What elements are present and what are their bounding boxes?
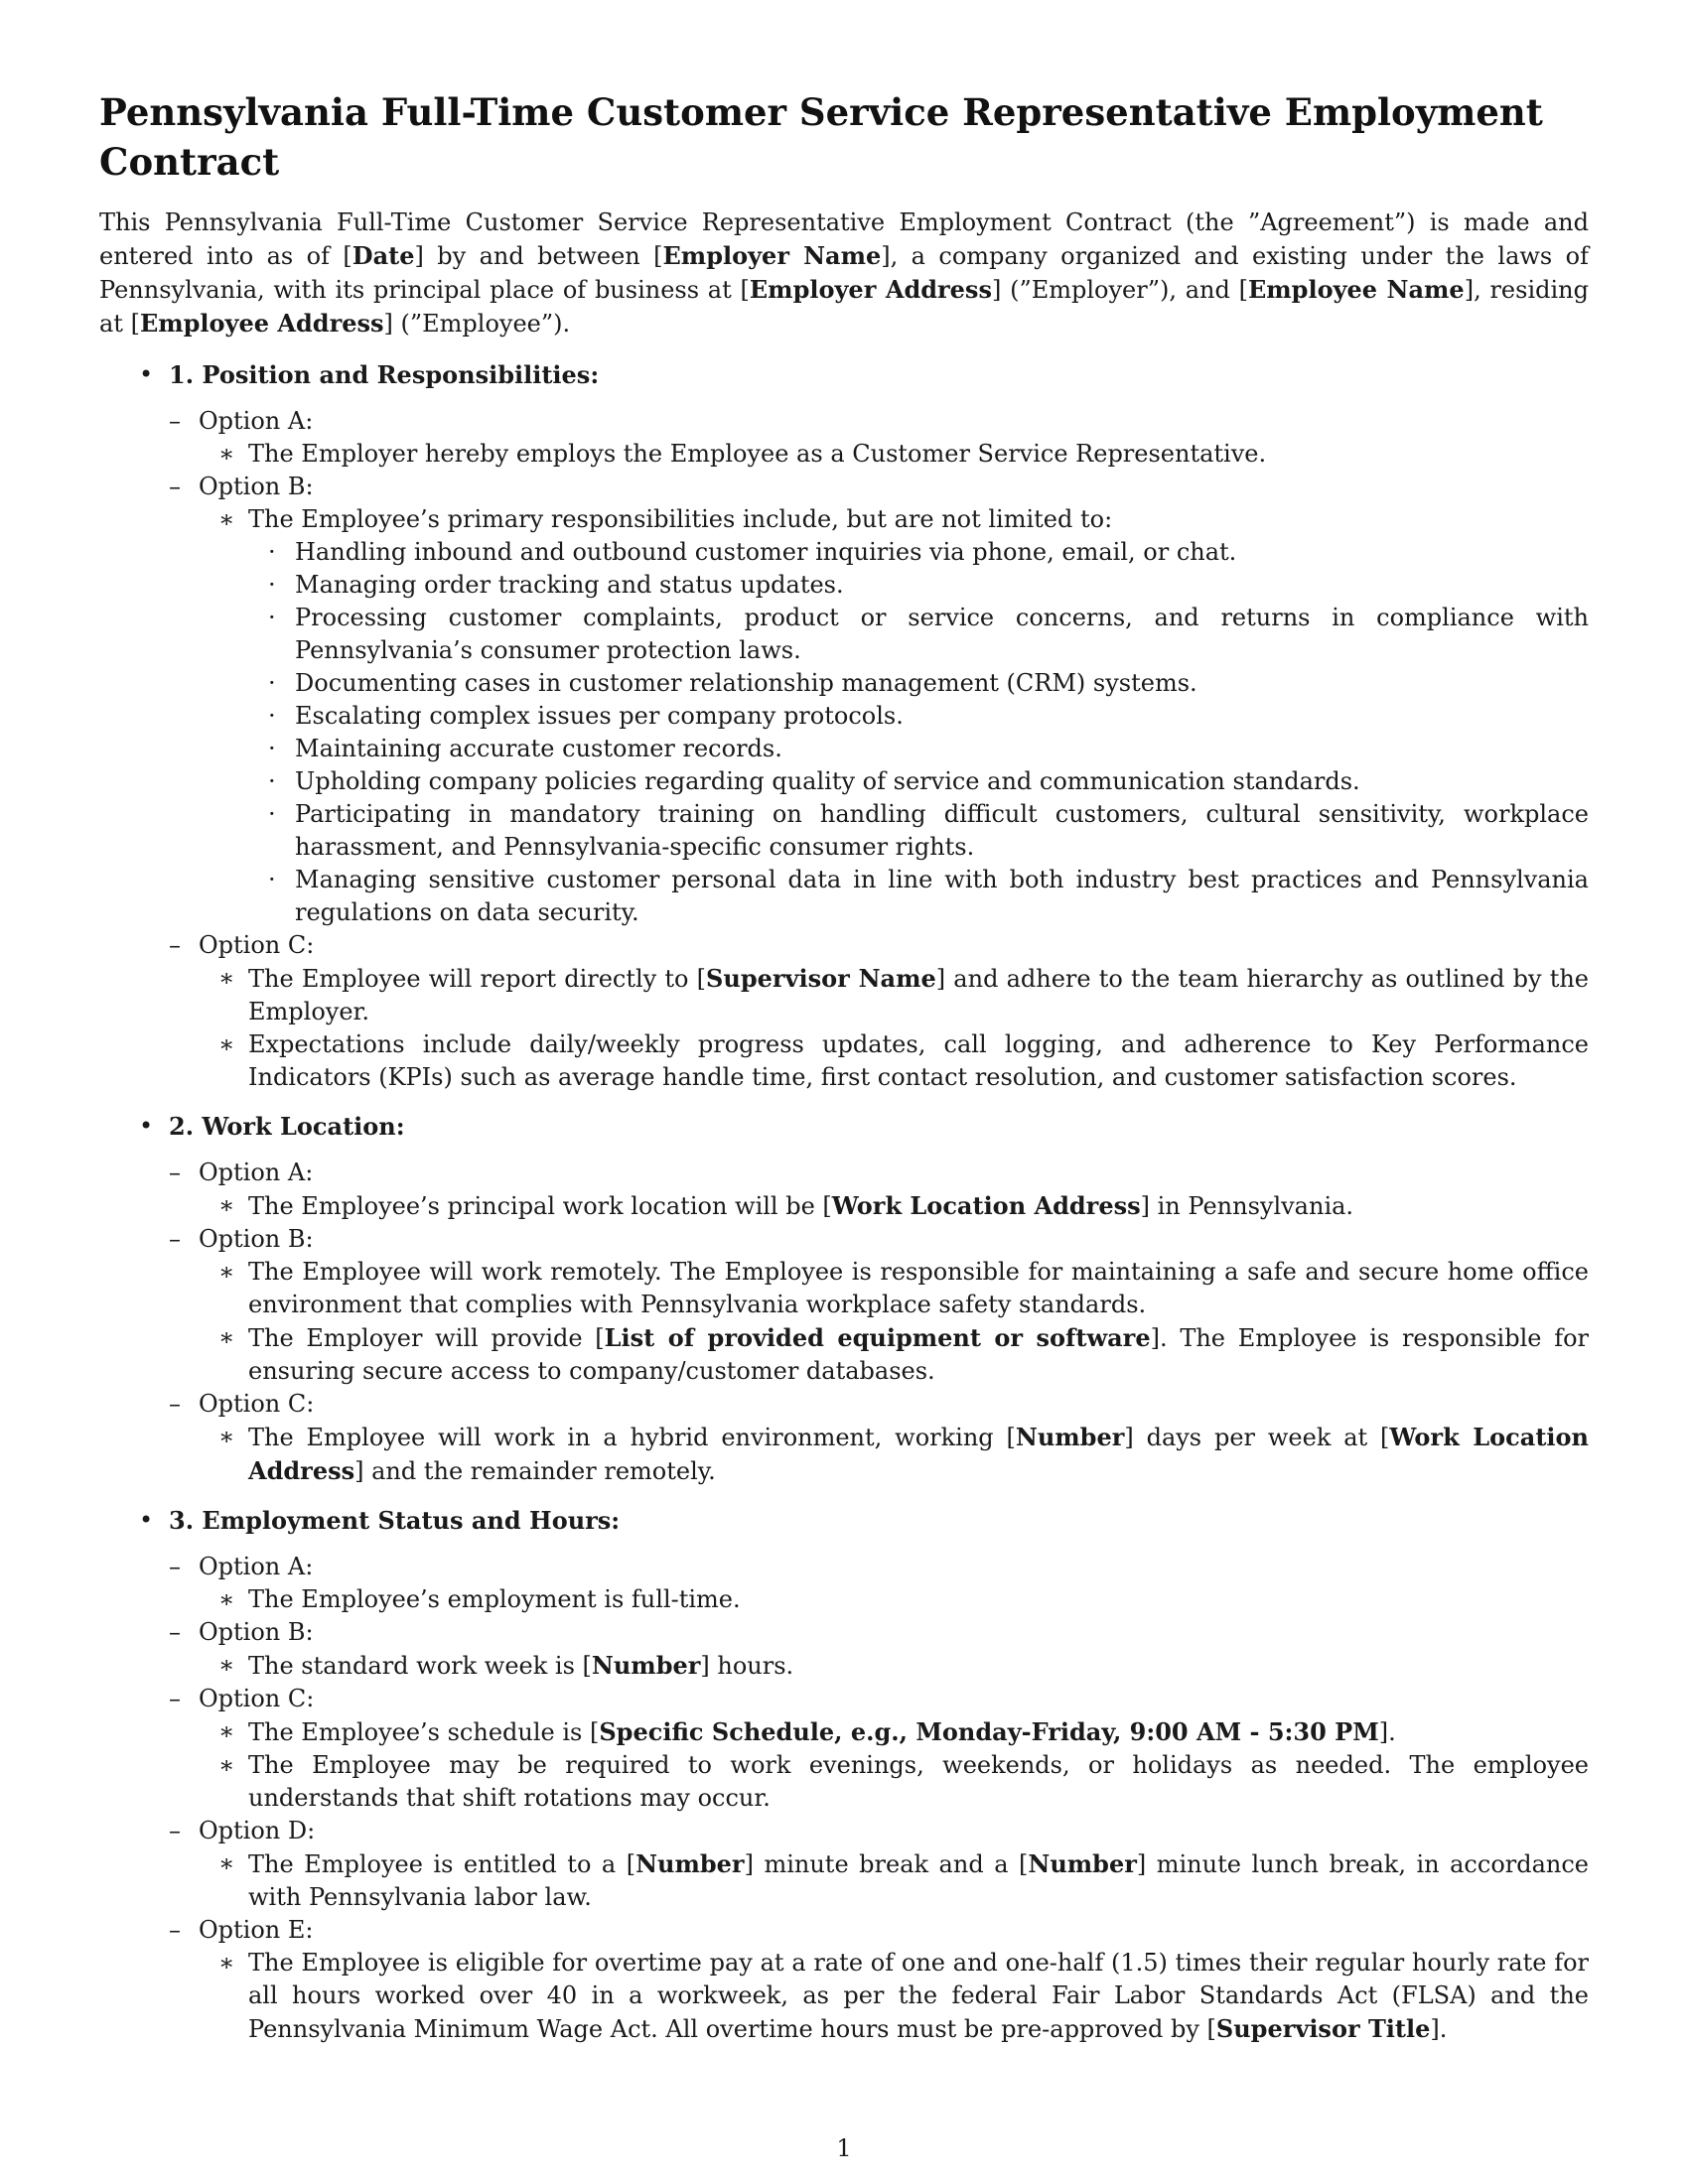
- work-location-placeholder: Work Location Address: [248, 1423, 1589, 1485]
- dot-icon: ·: [268, 735, 276, 762]
- list-item: [199, 1028, 1589, 1094]
- dot-icon: ·: [268, 800, 276, 828]
- document-page: [99, 87, 1589, 2062]
- list-item: [199, 1256, 1589, 1321]
- item-text: The Employee’s schedule is [: [248, 1718, 600, 1746]
- number-placeholder: Number: [591, 1651, 701, 1680]
- responsibility-item: [248, 864, 1589, 929]
- item-text: Managing order tracking and status updates.: [295, 571, 844, 599]
- item-text: ].: [1378, 1718, 1396, 1746]
- asterisk-icon: ∗: [218, 1258, 235, 1286]
- item-text: The Employer will provide [: [248, 1324, 605, 1352]
- option-label: Option C:: [199, 1685, 315, 1712]
- list-item: [199, 1847, 1589, 1914]
- bullet-icon: •: [139, 1112, 154, 1140]
- section-position: [99, 358, 1589, 1094]
- item-text: ] and adhere to the team hierarchy as outlined by the Employer.: [248, 965, 1590, 1025]
- intro-text: ] by and between [: [414, 242, 663, 270]
- asterisk-icon: ∗: [218, 440, 235, 468]
- intro-paragraph: [99, 206, 1589, 341]
- option-c: [169, 1388, 1589, 1488]
- list-item: [199, 1583, 1589, 1616]
- option-c: [169, 929, 1589, 1094]
- item-text: Participating in mandatory training on handling difficult customers, cultural sensitivity, workplace harassment, and Pennsylvania-specific consumer rights.: [295, 800, 1589, 861]
- dot-icon: ·: [268, 866, 276, 893]
- list-item: [199, 438, 1589, 471]
- responsibility-item: [248, 700, 1589, 733]
- list-item: [199, 1947, 1589, 2046]
- dash-icon: –: [169, 1817, 181, 1844]
- option-label: Option D:: [199, 1817, 316, 1844]
- list-item: [199, 1649, 1589, 1683]
- item-text: ] minute break and a [: [744, 1850, 1029, 1878]
- employee-name-placeholder: Employee Name: [1247, 275, 1465, 304]
- responsibility-item: [248, 667, 1589, 700]
- item-text: Handling inbound and outbound customer inquiries via phone, email, or chat.: [295, 538, 1237, 566]
- item-text: ]. The Employee is responsible for ensuring secure access to company/customer databases.: [248, 1324, 1590, 1385]
- asterisk-icon: ∗: [218, 1849, 235, 1877]
- responsibility-item: [248, 798, 1589, 864]
- dot-icon: ·: [268, 702, 276, 730]
- asterisk-icon: ∗: [218, 1949, 235, 1977]
- list-item: [199, 1749, 1589, 1815]
- schedule-placeholder: Specific Schedule, e.g., Monday-Friday, 9:00 AM - 5:30 PM: [599, 1717, 1379, 1746]
- employee-address-placeholder: Employee Address: [139, 309, 384, 338]
- list-item: [199, 1189, 1589, 1223]
- intro-text: This Pennsylvania Full-Time Customer Service Representative Employment Contract (the ”Agreement”) is made and entered into as of [: [99, 208, 1589, 270]
- list-item: [199, 1321, 1589, 1388]
- item-text: Upholding company policies regarding quality of service and communication standards.: [295, 767, 1360, 795]
- option-label: Option B:: [199, 473, 314, 500]
- dot-icon: ·: [268, 538, 276, 566]
- section-title: 1. Position and Responsibilities:: [169, 360, 600, 389]
- list-item: [199, 1421, 1589, 1488]
- dash-icon: –: [169, 1553, 181, 1580]
- asterisk-icon: ∗: [218, 964, 235, 992]
- employer-name-placeholder: Employer Name: [662, 241, 882, 270]
- item-text: Documenting cases in customer relationship management (CRM) systems.: [295, 669, 1197, 697]
- section-work-location: [99, 1110, 1589, 1488]
- option-d: [169, 1815, 1589, 1914]
- asterisk-icon: ∗: [218, 1423, 235, 1450]
- item-text: The Employer hereby employs the Employee as a Customer Service Representative.: [248, 440, 1267, 468]
- option-label: Option C:: [199, 931, 315, 959]
- option-label: Option B:: [199, 1225, 314, 1253]
- item-text: ] and the remainder remotely.: [354, 1457, 716, 1485]
- dash-icon: –: [169, 407, 181, 435]
- supervisor-title-placeholder: Supervisor Title: [1215, 2014, 1431, 2043]
- section-employment-status: [99, 1504, 1589, 2046]
- item-text: Maintaining accurate customer records.: [295, 735, 782, 762]
- asterisk-icon: ∗: [218, 1717, 235, 1745]
- responsibility-item: [248, 733, 1589, 765]
- option-a: [169, 1157, 1589, 1223]
- asterisk-icon: ∗: [218, 1651, 235, 1679]
- sections-list: [99, 358, 1589, 2046]
- dash-icon: –: [169, 1685, 181, 1712]
- asterisk-icon: ∗: [218, 1751, 235, 1779]
- bullet-icon: •: [139, 1506, 154, 1534]
- dot-icon: ·: [268, 571, 276, 599]
- section-title: 2. Work Location:: [169, 1112, 405, 1141]
- option-label: Option C:: [199, 1390, 315, 1418]
- dot-icon: ·: [268, 669, 276, 697]
- item-text: The Employee is entitled to a [: [248, 1850, 636, 1878]
- dot-icon: ·: [268, 767, 276, 795]
- equipment-placeholder: List of provided equipment or software: [604, 1323, 1151, 1352]
- responsibilities-list: [199, 536, 1589, 929]
- responsibility-item: [248, 765, 1589, 798]
- asterisk-icon: ∗: [218, 1323, 235, 1351]
- option-label: Option B:: [199, 1618, 314, 1646]
- bullet-icon: •: [139, 360, 154, 388]
- responsibility-item: [248, 569, 1589, 602]
- option-a: [169, 1551, 1589, 1616]
- dash-icon: –: [169, 473, 181, 500]
- asterisk-icon: ∗: [218, 505, 235, 533]
- item-text: The Employee will report directly to [: [248, 965, 707, 993]
- dash-icon: –: [169, 1225, 181, 1253]
- item-text: Managing sensitive customer personal data in line with both industry best practices and Pennsylvania regulations on data security.: [295, 866, 1589, 926]
- option-e: [169, 1914, 1589, 2046]
- item-text: ] days per week at [: [1124, 1424, 1390, 1451]
- list-item: [199, 962, 1589, 1028]
- supervisor-name-placeholder: Supervisor Name: [706, 964, 936, 993]
- item-text: The Employee will work in a hybrid environment, working [: [248, 1424, 1016, 1451]
- option-b: [169, 1616, 1589, 1683]
- intro-text: ] (”Employee”).: [383, 310, 571, 338]
- item-text: Expectations include daily/weekly progress updates, call logging, and adherence to Key Performance Indicators (KPIs) such as average handle time, first contact resolution, and customer satisfaction scores.: [248, 1030, 1589, 1091]
- item-text: Escalating complex issues per company protocols.: [295, 702, 904, 730]
- responsibility-item: [248, 536, 1589, 569]
- item-text: ] hours.: [700, 1652, 794, 1680]
- asterisk-icon: ∗: [218, 1030, 235, 1058]
- item-text: The Employee’s primary responsibilities include, but are not limited to:: [248, 505, 1113, 533]
- option-c: [169, 1683, 1589, 1815]
- work-location-placeholder: Work Location Address: [831, 1191, 1141, 1220]
- asterisk-icon: ∗: [218, 1191, 235, 1219]
- item-text: The Employee will work remotely. The Employee is responsible for maintaining a safe and secure home office environment that complies with Pennsylvania workplace safety standards.: [248, 1258, 1589, 1318]
- page-number: 1: [836, 2134, 852, 2162]
- intro-text: ], residing at [: [99, 276, 1589, 338]
- item-text: ].: [1430, 2015, 1448, 2043]
- item-text: The Employee is eligible for overtime pay at a rate of one and one-half (1.5) times their regular hourly rate for all hours worked over 40 in a workweek, as per the federal Fair Labor Standards Act (FLSA) and the Pennsylvania Minimum Wage Act. All overtime hours must be pre-approved by [: [248, 1949, 1589, 2043]
- date-placeholder: Date: [352, 241, 415, 270]
- number-placeholder: Number: [635, 1849, 745, 1878]
- asterisk-icon: ∗: [218, 1585, 235, 1613]
- dash-icon: –: [169, 1159, 181, 1186]
- item-text: ] in Pennsylvania.: [1140, 1192, 1354, 1220]
- number-placeholder: Number: [1015, 1423, 1125, 1451]
- option-label: Option E:: [199, 1916, 314, 1944]
- section-title: 3. Employment Status and Hours:: [169, 1506, 621, 1535]
- item-text: The standard work week is [: [248, 1652, 592, 1680]
- option-label: Option A:: [199, 407, 314, 435]
- list-item: [199, 1715, 1589, 1749]
- option-b: [169, 471, 1589, 929]
- item-text: ] minute lunch break, in accordance with Pennsylvania labor law.: [248, 1850, 1590, 1911]
- dash-icon: –: [169, 1618, 181, 1646]
- dash-icon: –: [169, 1916, 181, 1944]
- item-text: Processing customer complaints, product or service concerns, and returns in compliance with Pennsylvania’s consumer protection laws.: [295, 604, 1589, 664]
- item-text: The Employee’s employment is full-time.: [248, 1585, 741, 1613]
- responsibility-item: [248, 602, 1589, 667]
- document-title: Pennsylvania Full-Time Customer Service Representative Employment Contract: [99, 90, 1543, 184]
- option-label: Option A:: [199, 1553, 314, 1580]
- option-b: [169, 1223, 1589, 1388]
- option-a: [169, 405, 1589, 471]
- intro-text: ] (”Employer”), and [: [991, 276, 1248, 304]
- option-label: Option A:: [199, 1159, 314, 1186]
- list-item: [199, 503, 1589, 536]
- dash-icon: –: [169, 931, 181, 959]
- dash-icon: –: [169, 1390, 181, 1418]
- intro-text: ], a company organized and existing under the laws of Pennsylvania, with its principal place of business at [: [99, 242, 1589, 304]
- item-text: The Employee may be required to work evenings, weekends, or holidays as needed. The employee understands that shift rotations may occur.: [248, 1751, 1589, 1812]
- dot-icon: ·: [268, 604, 276, 631]
- number-placeholder: Number: [1028, 1849, 1137, 1878]
- employer-address-placeholder: Employer Address: [749, 275, 992, 304]
- item-text: The Employee’s principal work location will be [: [248, 1192, 832, 1220]
